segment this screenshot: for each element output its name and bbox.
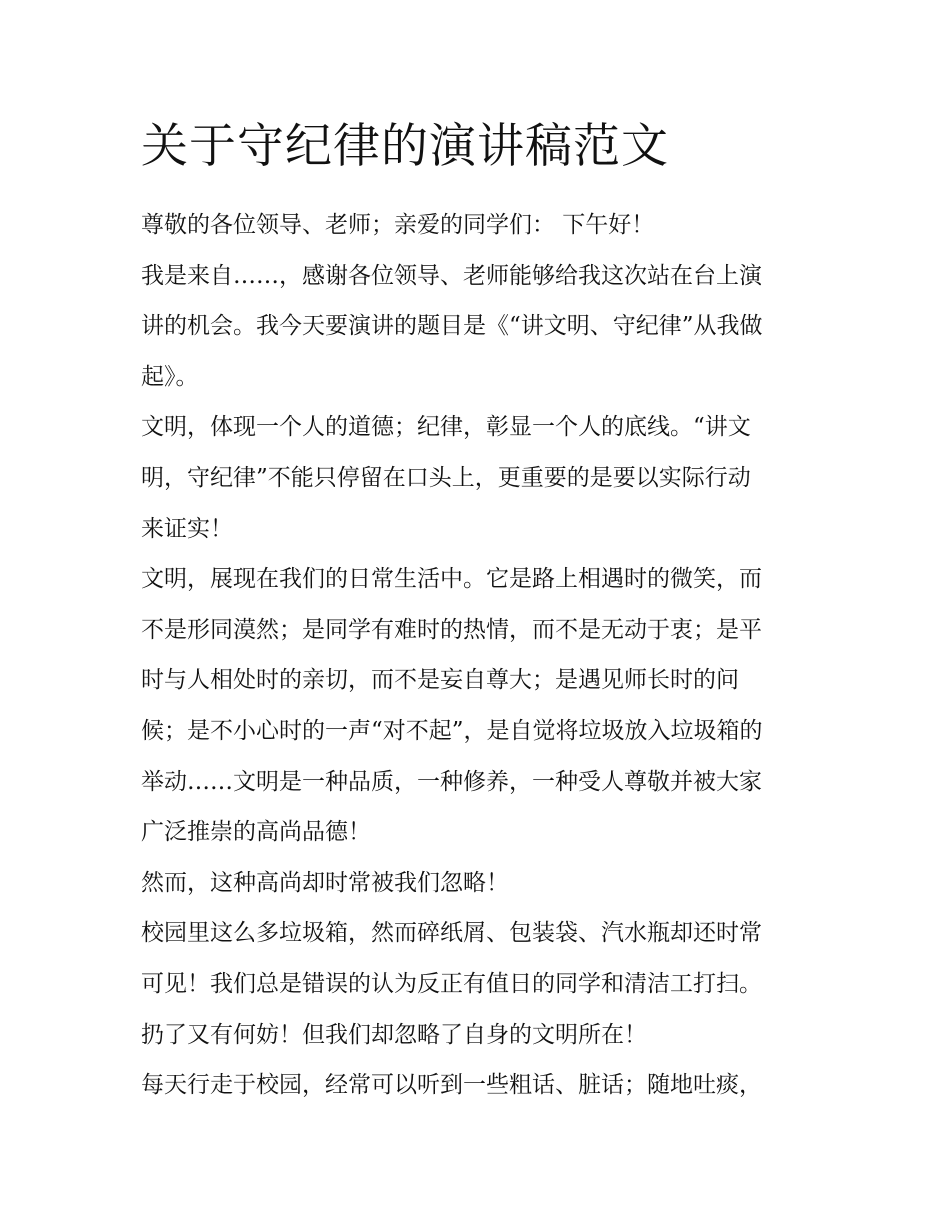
- body-line: 讲的机会。我今天要演讲的题目是《“讲文明、守纪律”从我做: [141, 313, 763, 340]
- body-line: 然而，这种高尚却时常被我们忽略！: [141, 869, 509, 896]
- body-line: 可见！我们总是错误的认为反正有值日的同学和清洁工打扫。: [141, 970, 762, 997]
- body-line: 时与人相处时的亲切，而不是妄自尊大；是遇见师长时的问: [141, 667, 739, 694]
- body-line: 扔了又有何妨！但我们却忽略了自身的文明所在！: [141, 1021, 647, 1048]
- body-line: 尊敬的各位领导、老师；亲爱的同学们： 下午好！: [141, 212, 655, 238]
- body-line: 每天行走于校园，经常可以听到一些粗话、脏话；随地吐痰，: [141, 1072, 762, 1099]
- body-line: 来证实！: [141, 515, 233, 542]
- body-line: 候；是不小心时的一声“对不起”，是自觉将垃圾放入垃圾箱的: [141, 717, 763, 744]
- body-line: 文明，展现在我们的日常生活中。它是路上相遇时的微笑，而: [141, 566, 762, 593]
- document-title: 关于守纪律的演讲稿范文: [141, 119, 669, 174]
- body-line: 起》。: [141, 363, 199, 390]
- body-line: 广泛推崇的高尚品德！: [141, 819, 371, 846]
- body-line: 文明，体现一个人的道德；纪律，彰显一个人的底线。“讲文: [141, 414, 751, 441]
- body-line: 明，守纪律”不能只停留在口头上，更重要的是要以实际行动: [141, 464, 751, 491]
- body-line: 举动……文明是一种品质，一种修养，一种受人尊敬并被大家: [141, 768, 762, 795]
- body-line: 不是形同漠然；是同学有难时的热情，而不是无动于衷；是平: [141, 616, 762, 643]
- body-line: 校园里这么多垃圾箱，然而碎纸屑、包装袋、汽水瓶却还时常: [141, 920, 762, 947]
- document-body: [141, 200, 816, 1111]
- body-line: 我是来自……，感谢各位领导、老师能够给我这次站在台上演: [141, 262, 762, 289]
